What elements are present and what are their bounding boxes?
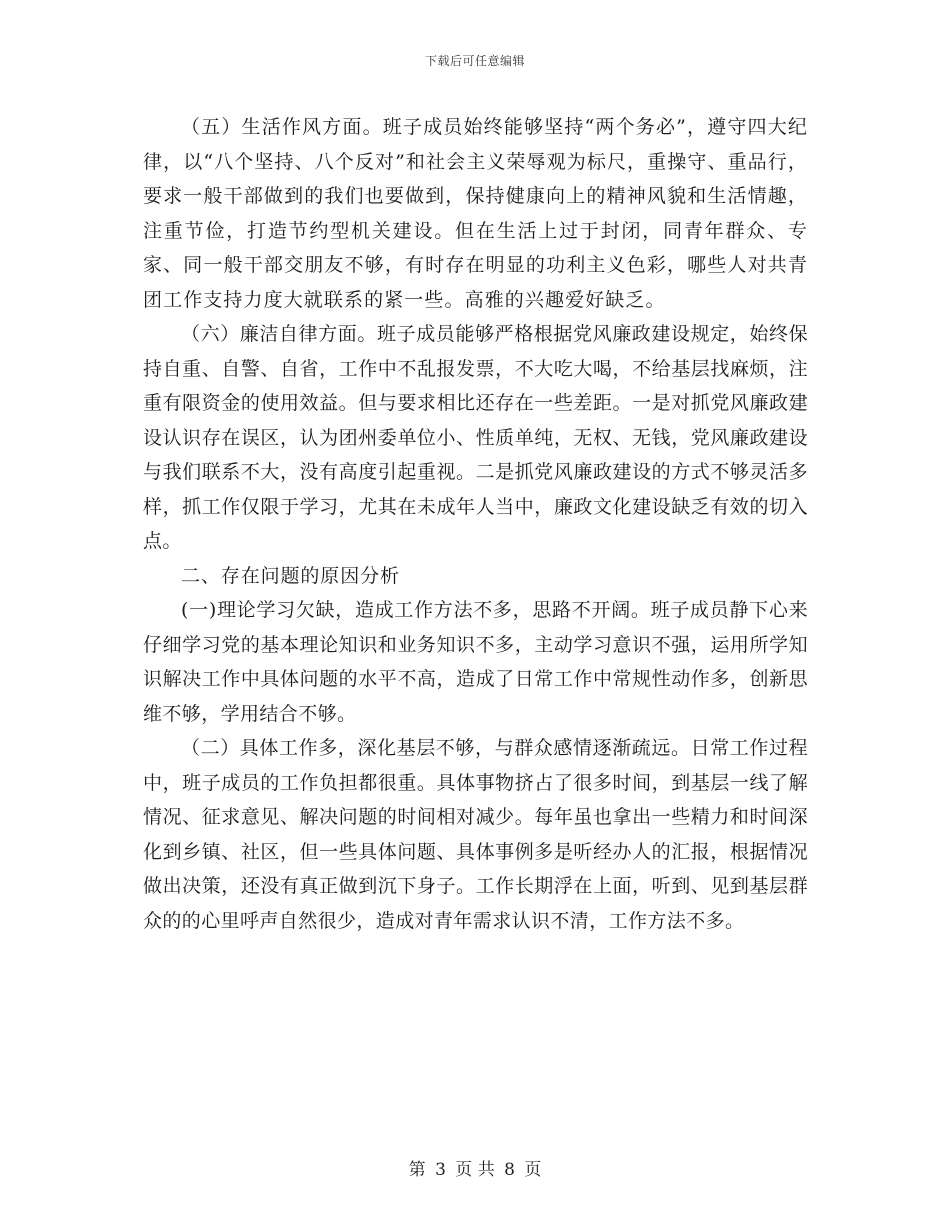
total-pages: 8 — [504, 1160, 515, 1180]
paragraph-grassroots-work: （二）具体工作多，深化基层不够，与群众感情逐渐疏远。日常工作过程中，班子成员的工作负担都很重。具体事物挤占了很多时间，到基层一线了解情况、征求意见、解决问题的时间相对减少。每年虽也拿出一些精力和时间深化到乡镇、社区，但一些具体问题、具体事例多是听经办人的汇报，根据情况做出决策，还没有真正做到沉下身子。工作长期浮在上面，听到、见到基层群众的的心里呼声自然很少，造成对青年需求认识不清，工作方法不多。 — [143, 737, 808, 932]
footer-suffix: 页 — [524, 1160, 542, 1180]
section-heading-cause-analysis: 二、存在问题的原因分析 — [181, 564, 400, 587]
page-header: 下载后可任意编辑 — [424, 54, 525, 68]
footer-prefix: 第 — [408, 1160, 426, 1180]
document-body — [143, 110, 808, 938]
page-number: 3 — [435, 1160, 446, 1180]
page-footer — [0, 1155, 950, 1180]
footer-middle: 页 共 — [455, 1160, 495, 1180]
paragraph-lifestyle: （五）生活作风方面。班子成员始终能够坚持“两个务必”，遵守四大纪律，以“八个坚持、八个反对”和社会主义荣辱观为标尺，重操守、重品行，要求一般干部做到的我们也要做到，保持健康向上的精神风貌和生活情趣，注重节俭，打造节约型机关建设。但在生活上过于封闭，同青年群众、专家、同一般干部交朋友不够，有时存在明显的功利主义色彩，哪些人对共青团工作支持力度大就联系的紧一些。高雅的兴趣爱好缺乏。 — [143, 116, 808, 311]
paragraph-integrity: （六）廉洁自律方面。班子成员能够严格根据党风廉政建设规定，始终保持自重、自警、自省，工作中不乱报发票，不大吃大喝，不给基层找麻烦，注重有限资金的使用效益。但与要求相比还存在一些差距。一是对抓党风廉政建设认识存在误区，认为团州委单位小、性质单纯，无权、无钱，党风廉政建设与我们联系不大，没有高度引起重视。二是抓党风廉政建设的方式不够灵活多样，抓工作仅限于学习，尤其在未成年人当中，廉政文化建设缺乏有效的切入点。 — [143, 323, 808, 552]
paragraph-theory-study: (一)理论学习欠缺，造成工作方法不多，思路不开阔。班子成员静下心来仔细学习党的基本理论知识和业务知识不多，主动学习意识不强，运用所学知识解决工作中具体问题的水平不高，造成了日常工作中常规性动作多，创新思维不够，学用结合不够。 — [143, 599, 808, 725]
